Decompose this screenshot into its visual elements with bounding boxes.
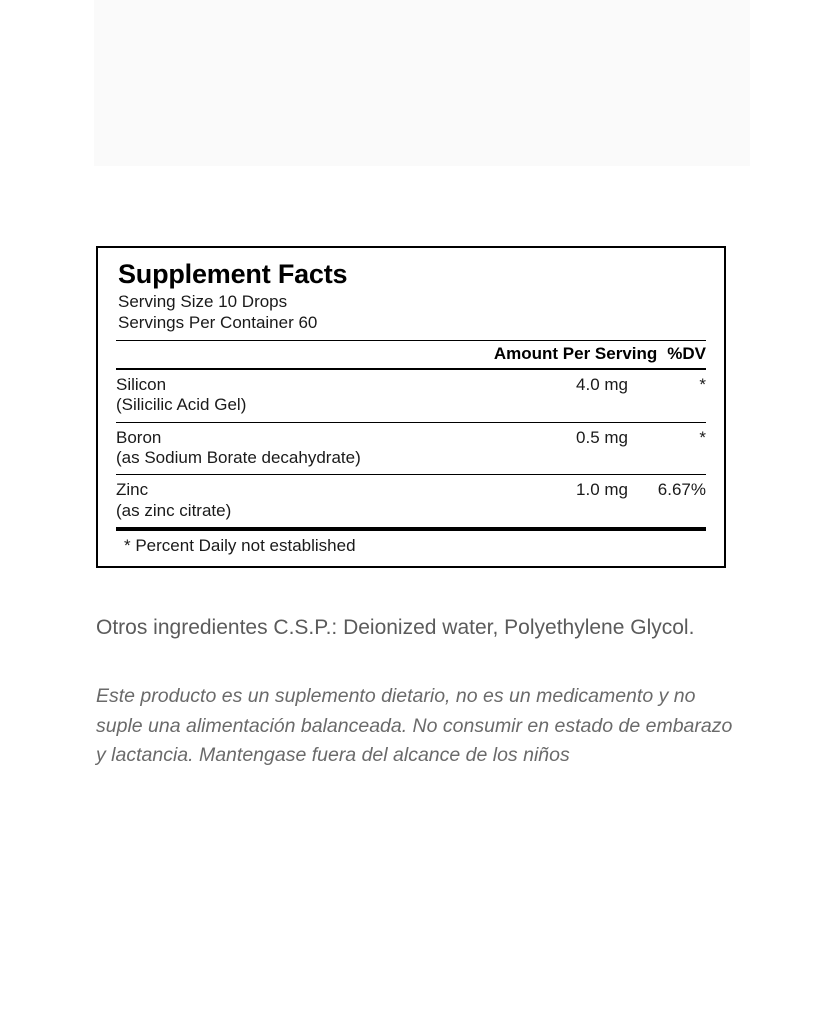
nutrient-dv: 6.67% xyxy=(628,475,706,527)
nutrient-amount: 1.0 mg xyxy=(498,475,628,527)
nutrients-table xyxy=(116,370,706,527)
table-row xyxy=(116,370,706,422)
nutrient-name: Silicon xyxy=(116,374,167,394)
nutrient-source: (as zinc citrate) xyxy=(116,500,232,520)
nutrient-dv: * xyxy=(628,422,706,475)
serving-size: Serving Size 10 Drops xyxy=(118,292,288,312)
servings-per-container: Servings Per Container 60 xyxy=(118,313,318,333)
nutrient-name: Boron xyxy=(116,427,162,447)
disclaimer-text: Este producto es un suplemento dietario, no es un medicamento y no suple una alimentación balanceada. No consumir en estado de embarazo y lactancia. Mantengase fuera del alcance de los niños xyxy=(96,685,733,767)
other-ingredients-text: Otros ingredientes C.S.P.: Deionized water, Polyethylene Glycol. xyxy=(96,616,695,639)
nutrient-source: (as Sodium Borate decahydrate) xyxy=(116,447,361,467)
nutrient-amount: 0.5 mg xyxy=(498,422,628,475)
supplement-facts-panel xyxy=(96,246,726,568)
nutrient-source: (Silicilic Acid Gel) xyxy=(116,395,247,415)
dv-header: %DV xyxy=(667,343,706,363)
table-row xyxy=(116,422,706,475)
column-headers xyxy=(116,341,706,368)
nutrient-name: Zinc xyxy=(116,480,149,500)
nutrient-dv: * xyxy=(699,374,706,394)
nutrient-amount: 4.0 mg xyxy=(576,374,628,394)
amount-per-serving-header: Amount Per Serving xyxy=(493,343,658,363)
footnote: * Percent Daily not established xyxy=(124,536,356,556)
panel-title: Supplement Facts xyxy=(118,259,348,289)
table-row xyxy=(116,475,706,527)
